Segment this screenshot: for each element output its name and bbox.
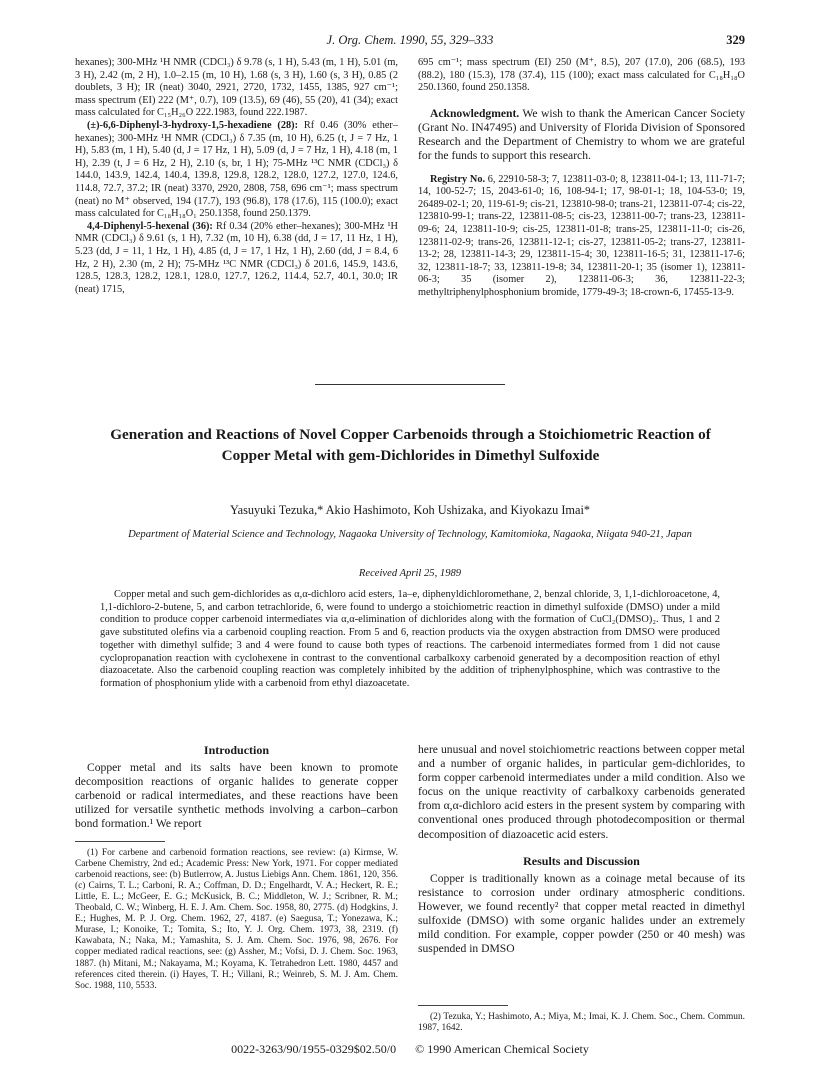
article-separator [315,384,505,385]
introduction-text: Copper metal and its salts have been known to promote decomposition reactions of organic halides to generate copper carbenoid or radical intermediates, and these reactions have been utilized for versatile synthetic methods involving a carbon–carbon bond formation.¹ We report [75,761,398,831]
copyright: © 1990 American Chemical Society [415,1042,589,1056]
right-column-body [418,743,745,956]
introduction-heading: Introduction [203,743,270,757]
right-footnotes [418,1005,745,1034]
right-column-top [418,57,745,300]
registry-numbers: Registry No. 6, 22910-58-3; 7, 123811-03-0; 8, 123811-04-1; 13, 111-71-7; 14, 100-52-7; 15, 2043-61-0; 16, 108-94-1; 17, 98-01-1; 18, 104-53-0; 19, 26489-02-1; 20, 119-61-9; cis-21, 123810-98-0; trans-21, 123811-07-4; cis-22, 123810-99-1; trans-22, 123811-08-5; cis-23, 123811-00-7; trans-23, 123811-09-6; 24, 123811-10-9; cis-25, 123811-01-8; trans-25, 123811-11-0; cis-26, 123811-02-9; trans-26, 123811-12-1; cis-27, 123811-05-2; trans-27, 123811-13-2; 28, 123811-14-3; 29, 123811-15-4; 30, 123811-16-5; 31, 123811-17-6; 32, 123811-18-7; 33, 123811-19-8; 34, 123811-20-1; 35 (isomer 1), 123811-06-3; 35 (isomer 2), 123811-06-3; 36, 123811-22-3; methyltriphenylphosphonium bromide, 1779-49-3; 18-crown-6, 17455-13-9. [418,173,745,298]
article-authors: Yasuyuki Tezuka,* Akio Hashimoto, Koh Ushizaka, and Kiyokazu Imai* [229,503,591,517]
introduction-continuation: here unusual and novel stoichiometric reactions between copper metal and a number of organic halides, in particular gem-dichlorides, to form copper carbenoid intermediates under a mild condition. Also we focus on the unique reactivity of carbalkoxy carbenoids generated from α,α-dichloro acid esters in the present system by comparing with conventional ones produced through photodecomposition or thermal decomposition of diazoacetic acid esters. [418,743,745,841]
article-title: Generation and Reactions of Novel Copper Carbenoids through a Stoichiometric Reaction of Copper Metal with gem-Dichlorides in Dimethyl Sulfoxide [110,426,711,464]
journal-citation: J. Org. Chem. 1990, 55, 329–333 [326,33,494,47]
left-column-top [75,57,398,296]
received-date: Received April 25, 1989 [358,568,462,579]
compound-28-paragraph: (±)-6,6-Diphenyl-3-hydroxy-1,5-hexadiene (28): Rf 0.46 (30% ether–hexanes); 300-MHz ¹H NMR (CDCl₃) δ 7.35 (m, 10 H), 6.25 (t, J = 7 Hz, 1 H), 5.83 (m, 1 H), 5.40 (d, J = 17 Hz, 1 H), 5.09 (d, J = 7 Hz, 1 H), 4.18 (m, 1 H), 2.39 (t, J = 6 Hz, 2 H), 2.10 (s, br, 1 H); 75-MHz ¹³C NMR (CDCl₃) δ 144.0, 143.9, 142.4, 140.4, 139.8, 129.8, 128.2, 128.0, 127.2, 127.0, 124.6, 114.8, 72.7, 37.2; IR (neat) 3370, 2920, 2808, 758, 696 cm⁻¹; mass spectrum (neat) no M⁺ observed, 194 (17.7), 193 (96.8), 178 (17.6), 115 (100.0); exact mass calculated for C₁₈H₁₈O₁ 250.1358, found 250.1379. [75,119,398,220]
acknowledgment: Acknowledgment. We wish to thank the American Cancer Society (Grant No. IN47495) and University of Florida Division of Sponsored Research and the Department of Chemistry to whom we are grateful for the funds to support this research. [418,106,745,163]
footnote-1: (1) For carbene and carbenoid formation reactions, see review: (a) Kirmse, W. Carbene Chemistry, 2nd ed.; Academic Press: New York, 1971. For copper mediated carbenoid reactions, see: (b) Butlerrow, A. Justus Liebigs Ann. Chem. 1861, 120, 356. (c) Cairns, T. L.; Carboni, R. A.; Coffman, D. D.; Engelhardt, V. A.; Heckert, R. E.; Little, E. L.; McGeer, E. G.; McKusick, B. C.; Middleton, W. J.; Scribner, R. M.; Theobald, C. W.; Winberg, H. E. J. Am. Chem. Soc. 1958, 80, 2775. (d) Hodgkins, J. E.; Hughes, M. P. J. Org. Chem. 1962, 27, 4187. (e) Saegusa, T.; Yonezawa, K.; Murase, I.; Konoike, T.; Tomita, S.; Ito, Y. J. Org. Chem. 1973, 38, 2319. (f) Kawabata, N.; Naka, M.; Yamashita, S. J. Am. Chem. Soc. 1976, 98, 2676. For copper mediated radical reactions, see: (g) Assher, M.; Vofsi, D. J. Chem. Soc. 1963, 1887. (h) Mitani, M.; Nakayama, M.; Koyama, K. Tetrahedron Lett. 1980, 4457 and references cited therein. (i) Hayes, T. H.; Villani, R.; Weinreb, S. M. J. Am. Chem. Soc. 1988, 110, 5533. [75,847,398,991]
article-code: 0022-3263/90/1955-0329$02.50/0 [231,1042,397,1056]
acknowledgment-heading: Acknowledgment. [430,106,520,120]
results-text: Copper is traditionally known as a coinage metal because of its resistance to corrosion under ordinary atmospheric conditions. However, we found recently² that copper metal reacted in dimethyl sulfoxide (DMSO) with some organic halides under an extremely mild condition. For example, copper powder (250 or 40 mesh) was suspended in DMSO [418,871,745,956]
results-heading: Results and Discussion [523,853,640,868]
compound-36-paragraph: 4,4-Diphenyl-5-hexenal (36): Rf 0.34 (20% ether–hexanes); 300-MHz ¹H NMR (CDCl₃) δ 9.61 (s, 1 H), 7.32 (m, 10 H), 6.38 (dd, J = 17, 11 Hz, 1 H), 5.23 (dd, J = 11, 1 Hz, 1 H), 4.85 (d, J = 17, 1 Hz, 1 H), 2.60 (dd, J = 8.4, 6 Hz, 2 H), 2.30 (m, 2 H); 75-MHz ¹³C NMR (CDCl₃) δ 201.6, 145.9, 143.6, 128.5, 128.3, 128.2, 128.1, 128.0, 127.7, 126.2, 114.4, 52.7, 40.1, 30.0; IR (neat) 1715, [75,220,398,295]
experimental-continuation: 695 cm⁻¹; mass spectrum (EI) 250 (M⁺, 8.5), 207 (17.0), 206 (68.5), 193 (88.2), 180 (15.3), 178 (37.4), 115 (100); exact mass calculated for C₁₈H₁₈O 250.1360, found 250.1358. [418,57,745,94]
registry-heading: Registry No. [430,173,486,185]
left-column-body [75,743,398,992]
footnote-rule [75,841,165,842]
footnote-2: (2) Tezuka, Y.; Hashimoto, A.; Miya, M.; Imai, K. J. Chem. Soc., Chem. Commun. 1987, 1642. [418,1012,745,1034]
running-header [75,33,745,49]
experimental-paragraph: hexanes); 300-MHz ¹H NMR (CDCl₃) δ 9.78 (s, 1 H), 5.43 (m, 1 H), 5.01 (m, 3 H), 2.42 (m, 2 H), 1.0–2.15 (m, 10 H), 1.68 (s, 3 H), 1.60 (s, 3 H), 0.85 (2 doublets, 3 H); IR (neat) 3040, 2921, 2720, 1732, 1455, 1385, 927 cm⁻¹; mass spectrum (EI) 222 (M⁺, 0.7), 109 (13.5), 69 (46), 55 (20), 41 (34); exact mass calculated for C₁₅H₂₆O 222.1983, found 222.1987. [75,57,398,119]
page-number: 329 [726,33,745,47]
page-footer [75,1042,745,1057]
footnote-rule-right [418,1005,508,1006]
compound-28-heading: (±)-6,6-Diphenyl-3-hydroxy-1,5-hexadiene (28): [87,119,299,131]
article-affiliation: Department of Material Science and Technology, Nagaoka University of Technology, Kamitomioka, Nagaoka, Niigata 940-21, Japan [128,529,692,540]
abstract: Copper metal and such gem-dichlorides as α,α-dichloro acid esters, 1a–e, diphenyldichloromethane, 2, benzal chloride, 3, 1,1-dichloroacetone, 4, 1,1-dichloro-2-butene, 5, and carbon tetrachloride, 6, were found to undergo a stoichiometric reaction in dimethyl sulfoxide (DMSO) under a mild condition to produce copper carbenoid intermediates via α,α-elimination of dichlorides along with the formation of CuCl₂(DMSO)₂. Thus, 1 and 2 gave substituted olefins via a carbenoid coupling reaction. From 5 and 6, reaction products via the oxygen abstraction from DMSO were produced together with dimethyl sulfide; 3 and 4 were found to cause both types of reactions. The carbenoid intermediates formed from 1 did not cause cyclopropanation reaction with cyclohexene in contrast to the conventional carbalkoxy carbenoid generated by a decomposition reaction of ethyl diazoacetate. Also the carbenoid coupling reaction was completely inhibited by the addition of triphenylphosphine, which was contrastive to the formation of phosphonium ylide with a carbenoid from ethyl diazoacetate. [100,589,720,689]
compound-36-heading: 4,4-Diphenyl-5-hexenal (36): [87,220,213,232]
